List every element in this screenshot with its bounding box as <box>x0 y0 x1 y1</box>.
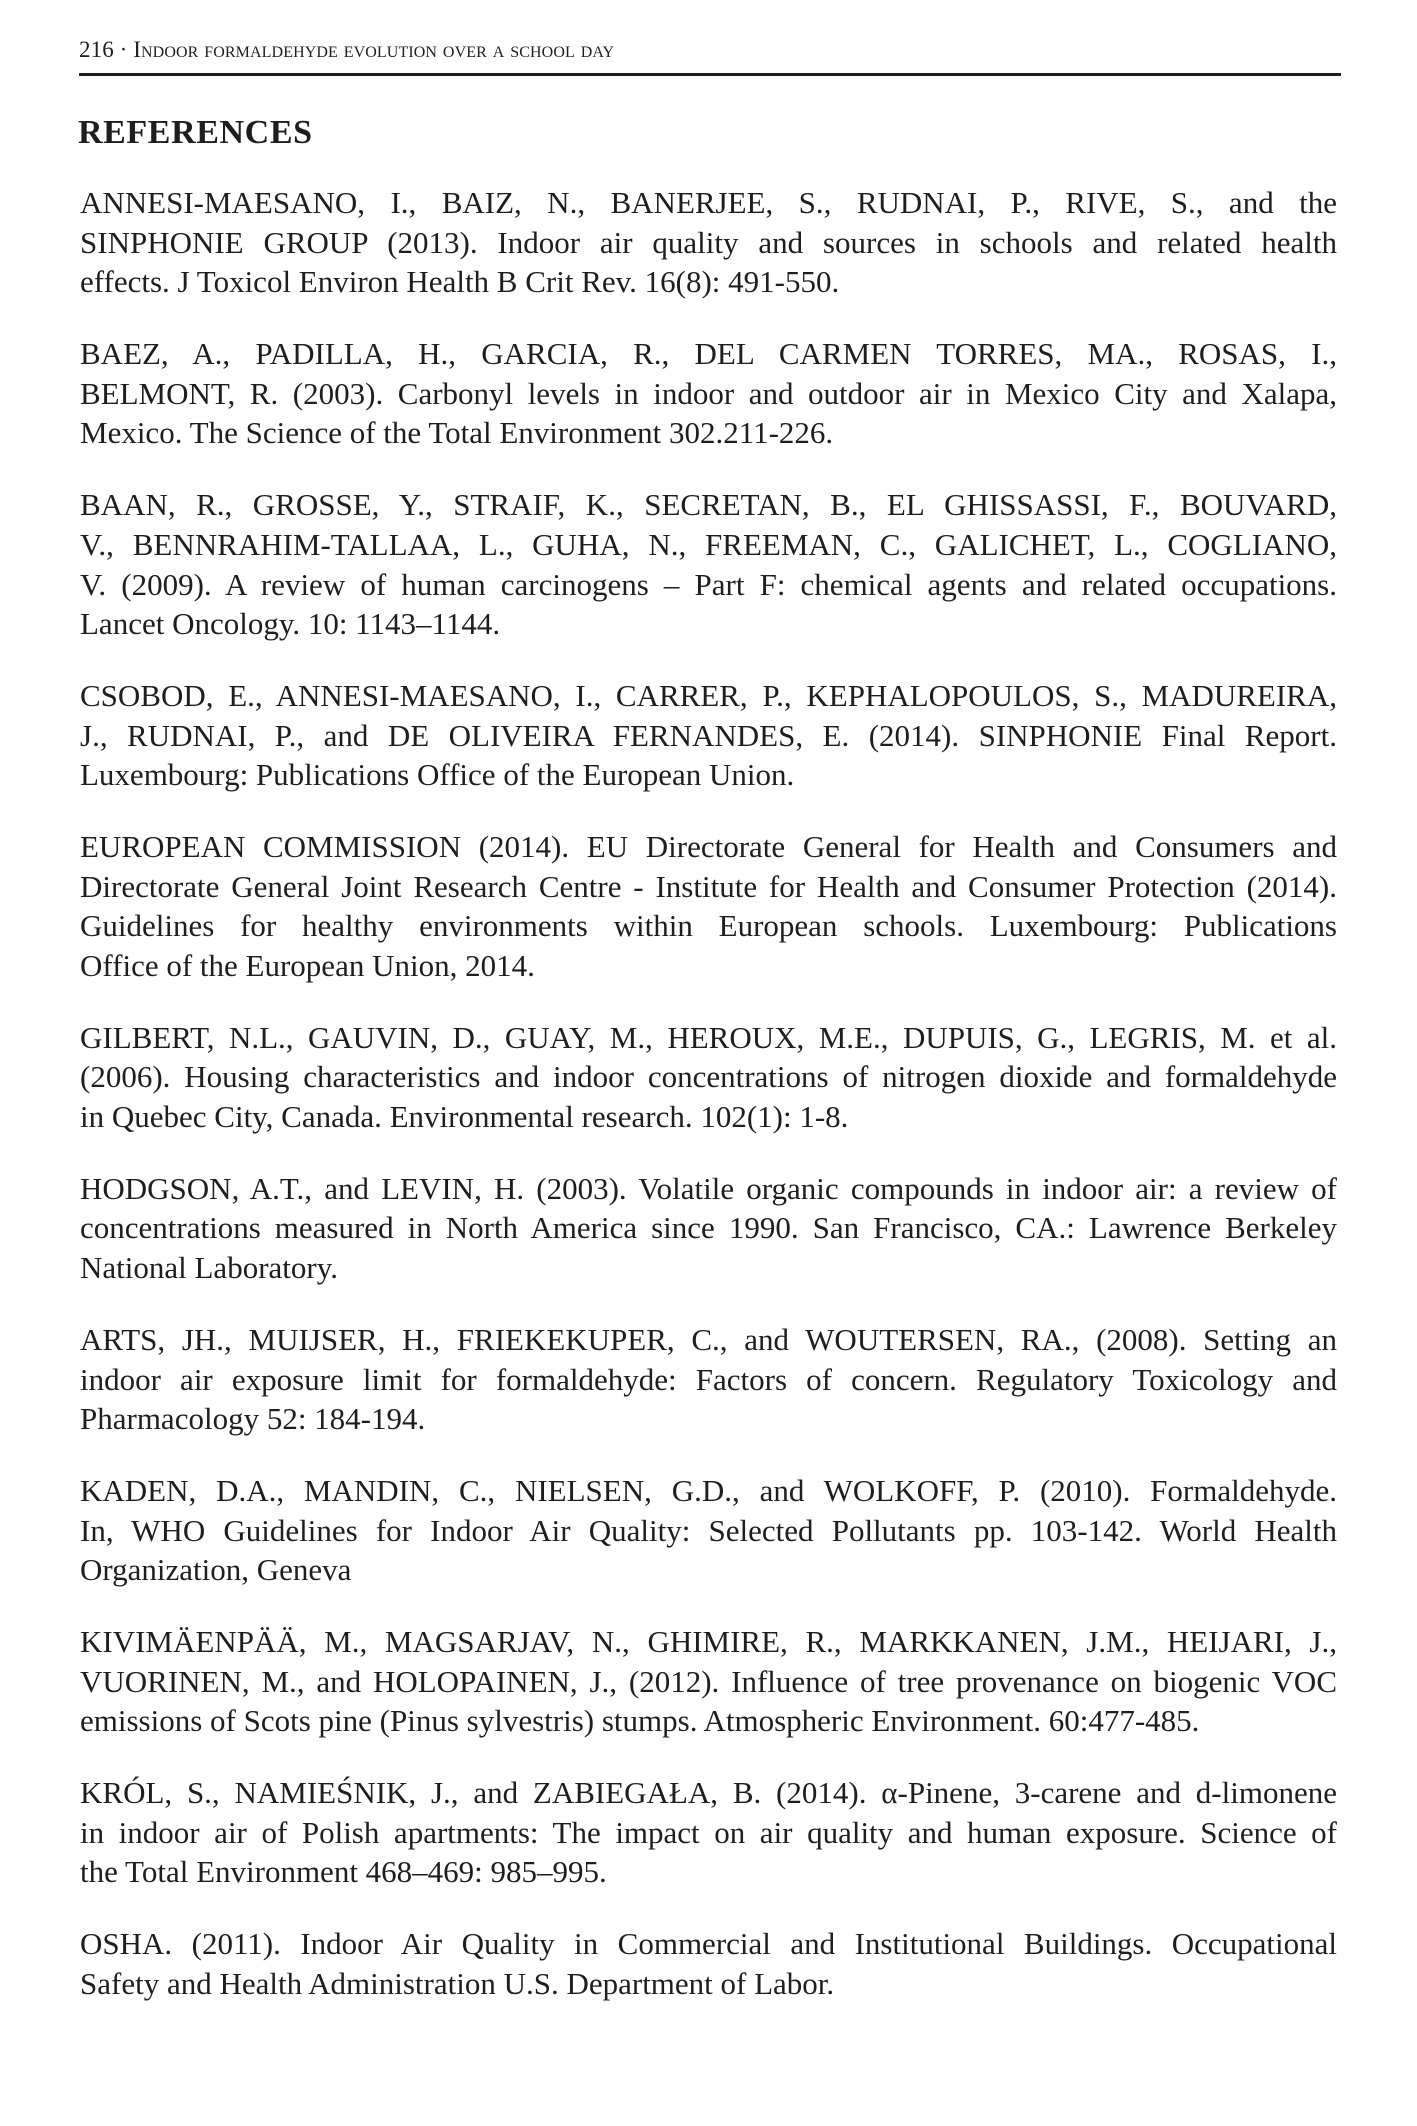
reference-line: HODGSON, A.T., and LEVIN, H. (2003). Volatile organic compounds in indoor air: a review of <box>80 1170 1337 1206</box>
reference-entry-baan-2009 <box>80 485 1337 644</box>
reference-line: the Total Environment 468–469: 985–995. <box>80 1854 607 1890</box>
reference-line: VUORINEN, M., and HOLOPAINEN, J., (2012). Influence of tree provenance on biogenic VOC <box>80 1663 1337 1699</box>
reference-line: Mexico. The Science of the Total Environment 302.211-226. <box>80 415 834 451</box>
reference-line: Organization, Geneva <box>80 1552 352 1588</box>
reference-entry-kaden-2010 <box>80 1471 1337 1590</box>
reference-line: OSHA. (2011). Indoor Air Quality in Commercial and Institutional Buildings. Occupational <box>80 1926 1337 1962</box>
reference-entry-kivimaenpaa-2012 <box>80 1622 1337 1741</box>
reference-line: Guidelines for healthy environments within European schools. Luxembourg: Publications <box>80 908 1337 944</box>
reference-line: ANNESI-MAESANO, I., BAIZ, N., BANERJEE, S., RUDNAI, P., RIVE, S., and the <box>80 185 1337 220</box>
reference-line: V., BENNRAHIM-TALLAA, L., GUHA, N., FREEMAN, C., GALICHET, L., COGLIANO, <box>80 526 1337 562</box>
reference-line: in indoor air of Polish apartments: The impact on air quality and human exposure. Science of <box>80 1814 1337 1850</box>
reference-entry-european-commission-2014 <box>80 827 1337 986</box>
reference-line: Pharmacology 52: 184-194. <box>80 1401 426 1437</box>
reference-line: Directorate General Joint Research Centre - Institute for Health and Consumer Protection (2014). <box>80 868 1337 904</box>
reference-line: Office of the European Union, 2014. <box>80 948 535 983</box>
reference-line: KRÓL, S., NAMIEŚNIK, J., and ZABIEGAŁA, B. (2014). α-Pinene, 3-carene and d-limonene <box>80 1775 1337 1810</box>
reference-line: BAAN, R., GROSSE, Y., STRAIF, K., SECRETAN, B., EL GHISSASSI, F., BOUVARD, <box>80 487 1337 523</box>
reference-line: In, WHO Guidelines for Indoor Air Quality: Selected Pollutants pp. 103-142. World Health <box>80 1512 1337 1548</box>
header-rule <box>79 73 1341 76</box>
reference-line: emissions of Scots pine (Pinus sylvestris) stumps. Atmospheric Environment. 60:477-485. <box>80 1703 1200 1739</box>
reference-entry-baez-2003 <box>80 334 1337 453</box>
reference-line: EUROPEAN COMMISSION (2014). EU Directorate General for Health and Consumers and <box>80 828 1337 864</box>
reference-line: CSOBOD, E., ANNESI-MAESANO, I., CARRER, P., KEPHALOPOULOS, S., MADUREIRA, <box>80 677 1337 713</box>
reference-entry-gilbert-2006 <box>80 1018 1337 1137</box>
reference-line: indoor air exposure limit for formaldehyde: Factors of concern. Regulatory Toxicology and <box>80 1361 1337 1397</box>
reference-line: Lancet Oncology. 10: 1143–1144. <box>80 606 501 642</box>
reference-line: BAEZ, A., PADILLA, H., GARCIA, R., DEL CARMEN TORRES, MA., ROSAS, I., <box>80 336 1337 372</box>
reference-line: in Quebec City, Canada. Environmental research. 102(1): 1-8. <box>80 1099 849 1135</box>
reference-line: National Laboratory. <box>80 1250 338 1286</box>
reference-line: KADEN, D.A., MANDIN, C., NIELSEN, G.D., and WOLKOFF, P. (2010). Formaldehyde. <box>80 1472 1337 1508</box>
reference-line: ARTS, JH., MUIJSER, H., FRIEKEKUPER, C., and WOUTERSEN, RA., (2008). Setting an <box>80 1321 1337 1357</box>
reference-entry-csobod-2014 <box>80 676 1337 795</box>
reference-line: SINPHONIE GROUP (2013). Indoor air quality and sources in schools and related health <box>80 224 1337 260</box>
reference-line: (2006). Housing characteristics and indoor concentrations of nitrogen dioxide and formaldehyde <box>80 1059 1337 1095</box>
reference-entry-krol-2014 <box>80 1773 1337 1892</box>
reference-line: V. (2009). A review of human carcinogens – Part F: chemical agents and related occupations. <box>80 566 1337 602</box>
reference-entry-osha-2011 <box>80 1924 1337 2003</box>
running-head: 216 · Indoor formaldehyde evolution over a school day <box>79 37 615 62</box>
reference-entry-arts-2008 <box>80 1320 1337 1439</box>
reference-entry-annesi-maesano-2013 <box>80 183 1337 302</box>
reference-line: GILBERT, N.L., GAUVIN, D., GUAY, M., HEROUX, M.E., DUPUIS, G., LEGRIS, M. et al. <box>80 1019 1337 1055</box>
section-heading-references: REFERENCES <box>78 114 313 151</box>
reference-line: Safety and Health Administration U.S. Department of Labor. <box>80 1965 835 2001</box>
reference-line: concentrations measured in North America since 1990. San Francisco, CA.: Lawrence Berkeley <box>80 1210 1337 1246</box>
reference-line: KIVIMÄENPÄÄ, M., MAGSARJAV, N., GHIMIRE, R., MARKKANEN, J.M., HEIJARI, J., <box>80 1623 1337 1659</box>
reference-line: J., RUDNAI, P., and DE OLIVEIRA FERNANDES, E. (2014). SINPHONIE Final Report. <box>80 717 1337 753</box>
reference-line: Luxembourg: Publications Office of the European Union. <box>80 757 795 793</box>
reference-entry-hodgson-2003 <box>80 1169 1337 1288</box>
reference-list <box>80 183 1337 2035</box>
reference-line: effects. J Toxicol Environ Health B Crit Rev. 16(8): 491-550. <box>80 264 840 300</box>
reference-line: BELMONT, R. (2003). Carbonyl levels in indoor and outdoor air in Mexico City and Xalapa, <box>80 375 1337 411</box>
